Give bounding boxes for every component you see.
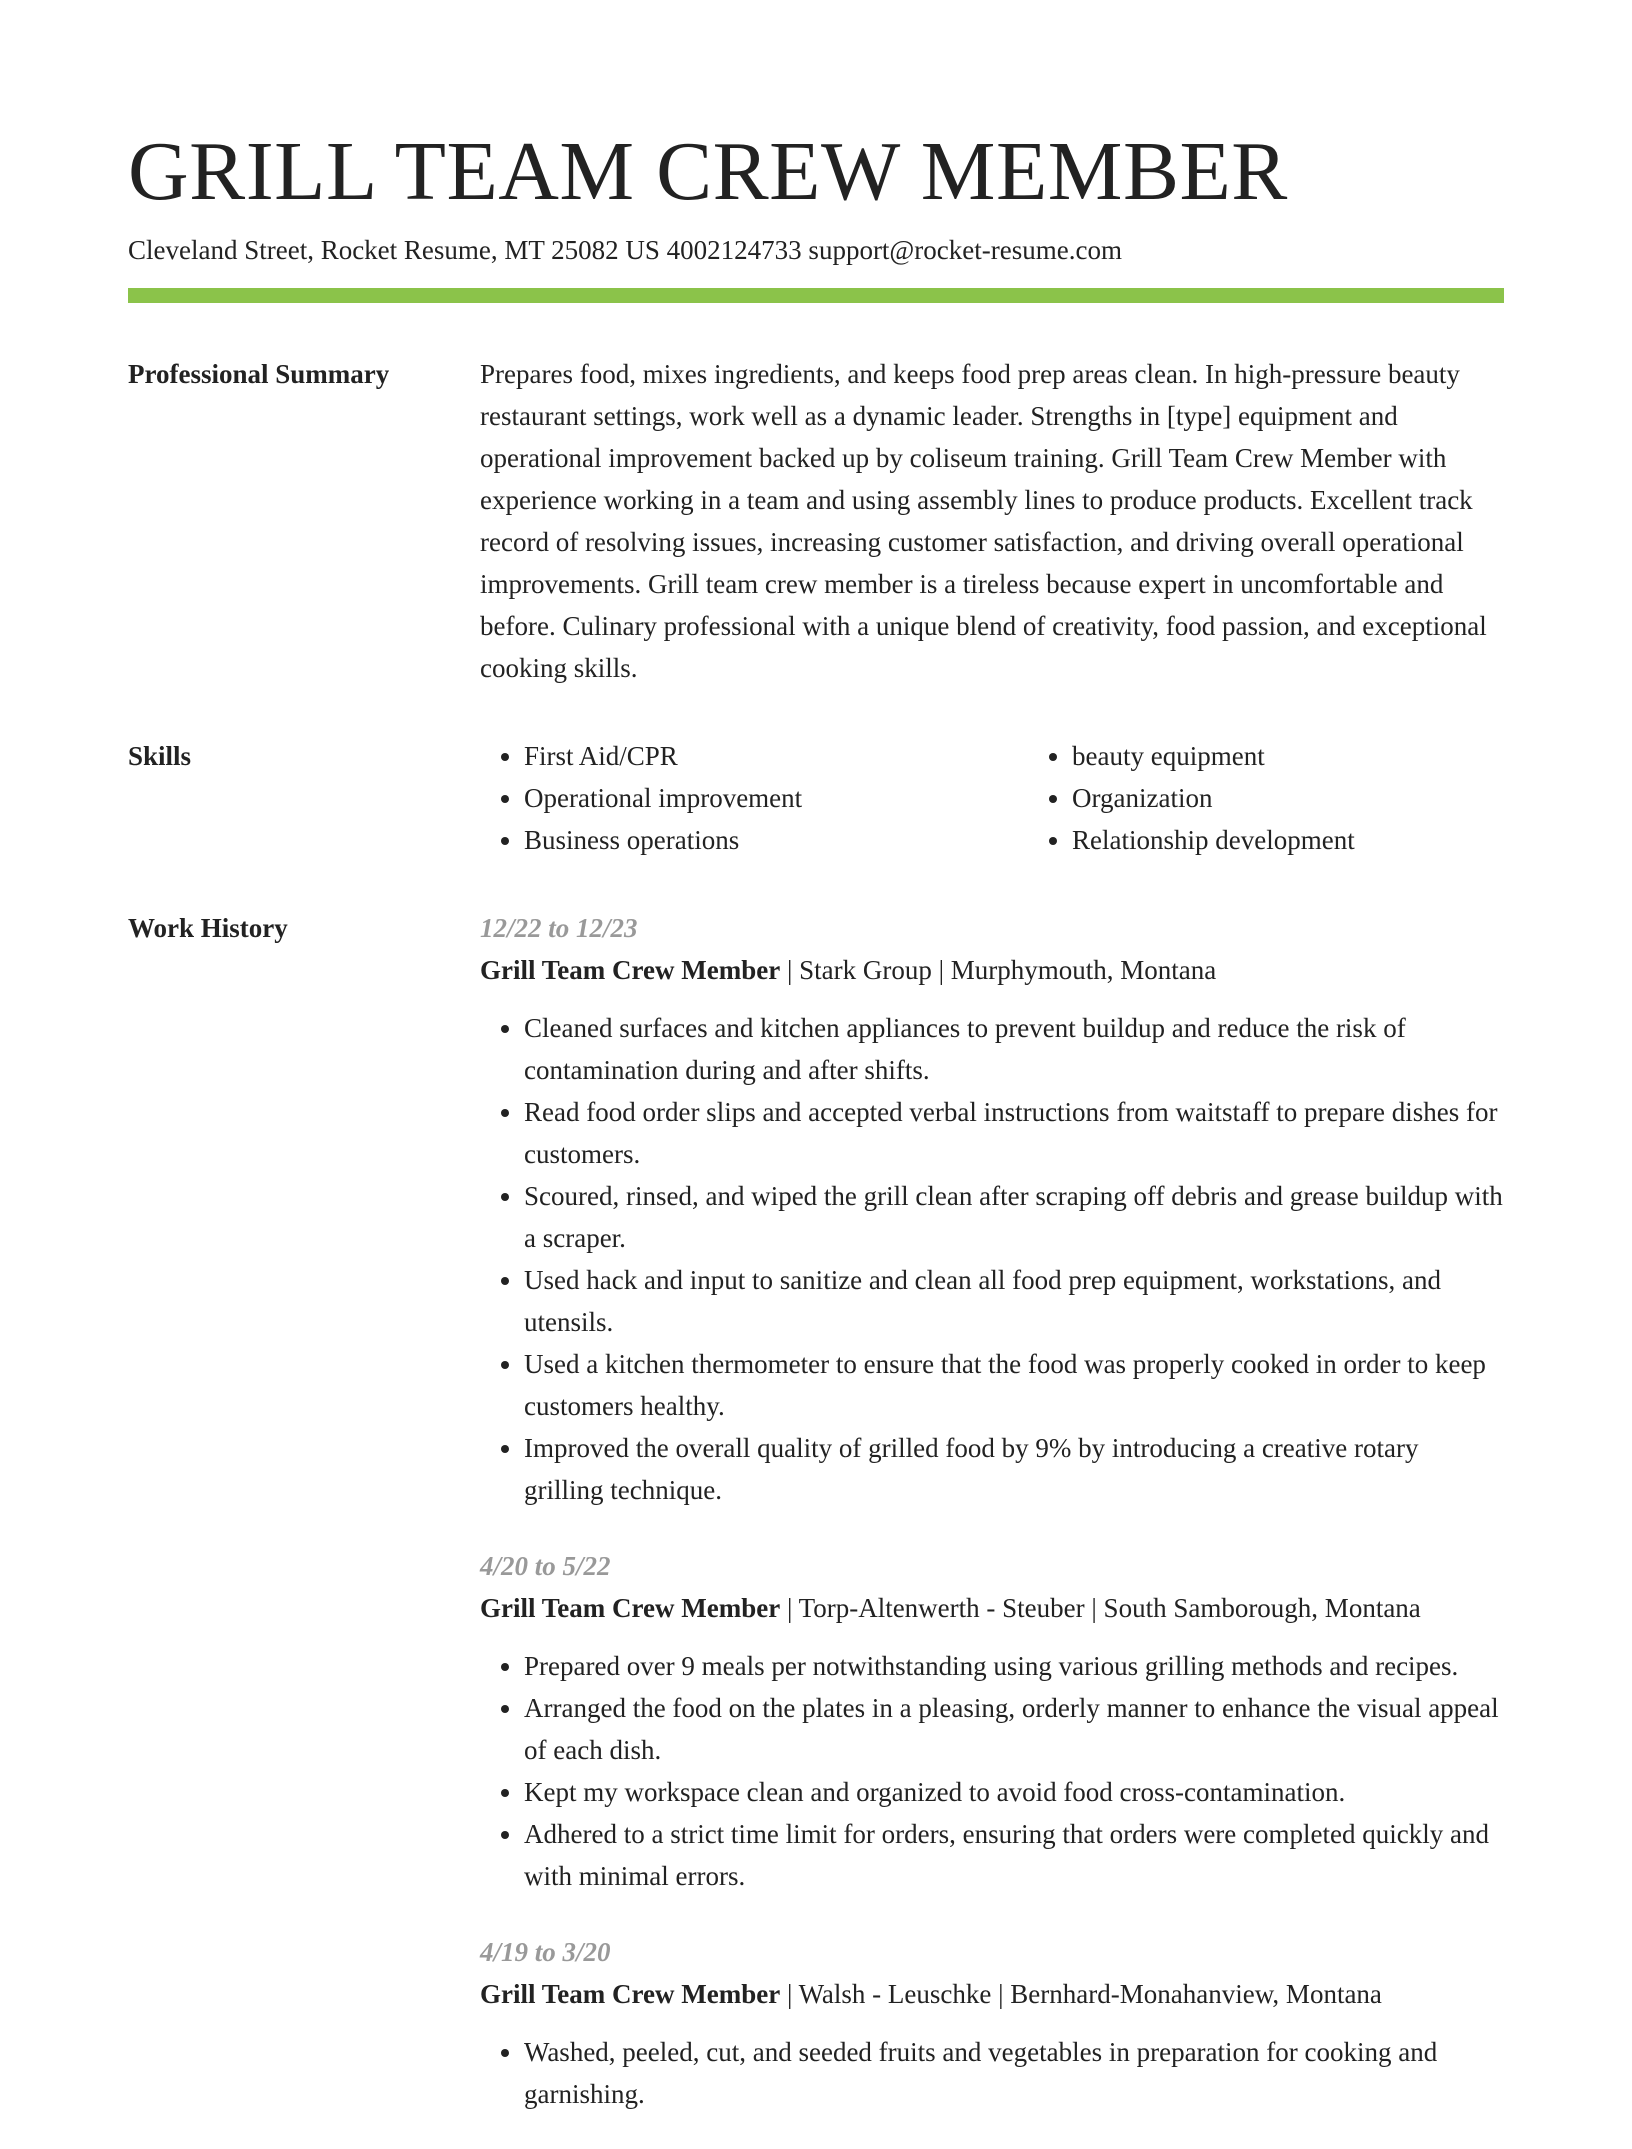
duty-item: • Washed, peeled, cut, and seeded fruits and vegetables in preparation for cooking and garnishing. (524, 2031, 1504, 2115)
job-separator: | (991, 1979, 1011, 2009)
duty-item: • Prepared over 9 meals per notwithstanding using various grilling methods and recipes. (524, 1645, 1504, 1687)
job-dates: 4/19 to 3/20 (480, 1937, 611, 1967)
job-separator: | (780, 1979, 799, 2009)
job-entry (480, 1931, 1504, 2115)
job-entry (480, 907, 1504, 1511)
resume-title: GRILL TEAM CREW MEMBER (128, 125, 1288, 218)
resume-page (128, 0, 1504, 2149)
skill-item: • Organization (1072, 777, 1576, 819)
contact-line: Cleveland Street, Rocket Resume, MT 25082 US 4002124733 support@rocket-resume.com (128, 235, 1122, 265)
skills-heading: Skills (128, 741, 192, 771)
job-location: Bernhard-Monahanview, Montana (1010, 1979, 1382, 2009)
job-duties (480, 1007, 1504, 1511)
summary-section (128, 353, 1504, 689)
job-company: Torp-Altenwerth - Steuber (798, 1593, 1085, 1623)
duty-item: • Used a kitchen thermometer to ensure that the food was properly cooked in order to keep customers healthy. (524, 1343, 1504, 1427)
duty-item: • Read food order slips and accepted verbal instructions from waitstaff to prepare dishes for customers. (524, 1091, 1504, 1175)
duty-item: • Cleaned surfaces and kitchen appliances to prevent buildup and reduce the risk of contamination during and after shifts. (524, 1007, 1504, 1091)
skill-item: • Business operations (524, 819, 1028, 861)
duty-item: • Arranged the food on the plates in a pleasing, orderly manner to enhance the visual appeal of each dish. (524, 1687, 1504, 1771)
summary-heading: Professional Summary (128, 359, 390, 389)
work-history-heading: Work History (128, 913, 288, 943)
duty-item: • Scoured, rinsed, and wiped the grill clean after scraping off debris and grease buildup with a scraper. (524, 1175, 1504, 1259)
job-company: Walsh - Leuschke (798, 1979, 992, 2009)
header-divider (128, 288, 1504, 303)
job-header (480, 949, 1504, 991)
job-separator: | (780, 1593, 799, 1623)
job-location: Murphymouth, Montana (950, 955, 1217, 985)
job-location: South Samborough, Montana (1103, 1593, 1421, 1623)
skills-list-right (1028, 735, 1576, 861)
job-header (480, 1587, 1504, 1629)
work-history-section (128, 907, 1504, 2149)
job-title: Grill Team Crew Member (480, 955, 781, 985)
job-dates: 12/22 to 12/23 (480, 913, 638, 943)
skill-item: • Operational improvement (524, 777, 1028, 819)
skill-item: • beauty equipment (1072, 735, 1576, 777)
skills-section (128, 735, 1504, 861)
job-separator: | (780, 955, 800, 985)
job-dates: 4/20 to 5/22 (480, 1551, 611, 1581)
job-duties (480, 2031, 1504, 2115)
job-separator: | (1084, 1593, 1104, 1623)
skill-item: • Relationship development (1072, 819, 1576, 861)
duty-item: • Improved the overall quality of grilled food by 9% by introducing a creative rotary grilling technique. (524, 1427, 1504, 1511)
skills-list-left (480, 735, 1028, 861)
job-entry (480, 1545, 1504, 1897)
job-separator: | (931, 955, 951, 985)
job-title: Grill Team Crew Member (480, 1979, 781, 2009)
job-header (480, 1973, 1504, 2015)
duty-item: • Used hack and input to sanitize and clean all food prep equipment, workstations, and utensils. (524, 1259, 1504, 1343)
summary-text: Prepares food, mixes ingredients, and keeps food prep areas clean. In high-pressure beauty restaurant settings, work well as a dynamic leader. Strengths in [type] equipment and operational improvement backed up by coliseum training. Grill Team Crew Member with experience working in a team and using assembly lines to produce products. Excellent track record of resolving issues, increasing customer satisfaction, and driving overall operational improvements. Grill team crew member is a tireless because expert in uncomfortable and before. Culinary professional with a unique blend of creativity, food passion, and exceptional cooking skills. (480, 359, 1487, 683)
duty-item: • Kept my workspace clean and organized to avoid food cross-contamination. (524, 1771, 1504, 1813)
skill-item: • First Aid/CPR (524, 735, 1028, 777)
job-company: Stark Group (799, 955, 932, 985)
job-title: Grill Team Crew Member (480, 1593, 781, 1623)
duty-item: • Adhered to a strict time limit for orders, ensuring that orders were completed quickly and with minimal errors. (524, 1813, 1504, 1897)
job-duties (480, 1645, 1504, 1897)
